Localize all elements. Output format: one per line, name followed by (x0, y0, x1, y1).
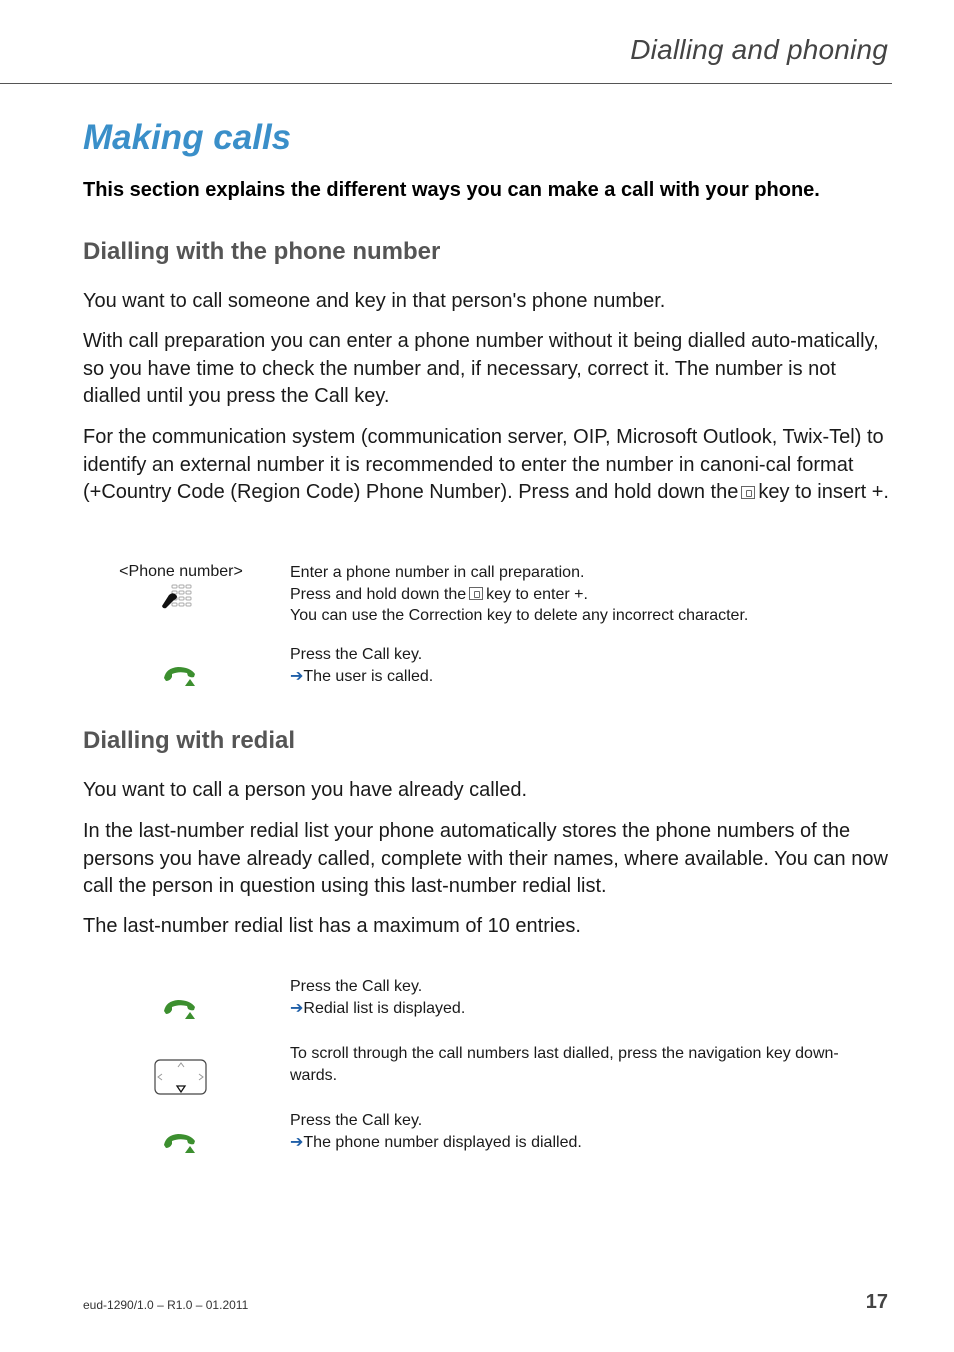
step-result (290, 1132, 890, 1154)
step-description (290, 1110, 890, 1153)
lead-paragraph: This section explains the different ways you can make a call with your phone. (83, 179, 820, 201)
paragraph: The last-number redial list has a maximum of 10 entries. (83, 915, 581, 937)
result-text: The user is called. (303, 667, 434, 685)
step-line: You can use the Correction key to delete any incorrect character. (290, 607, 749, 624)
paragraph (83, 424, 889, 507)
result-arrow-icon: ➔ (290, 999, 304, 1017)
result-text: Redial list is displayed. (303, 999, 466, 1017)
step-line: To scroll through the call numbers last dialled, press the navigation key down-wards. (290, 1045, 839, 1084)
paragraph: With call preparation you can enter a phone number without it being dialled auto-matically, so you have time to check the number and, if necessary, correct it. The number is not dialled until you press the Call key. (83, 330, 879, 407)
step-line: Press the Call key. (290, 1112, 423, 1129)
paragraph-text: key to insert +. (758, 481, 889, 503)
step-label: <Phone number> (119, 563, 243, 580)
step-description (290, 562, 890, 627)
section-title-dialling-redial: Dialling with redial (83, 727, 296, 754)
header-rule (0, 83, 892, 84)
step-description (290, 644, 890, 687)
page-number: 17 (865, 1291, 888, 1313)
step-line-text: Press and hold down the (290, 585, 467, 603)
call-key-icon (162, 1129, 198, 1160)
step-result (290, 998, 890, 1020)
step-line-text: key to enter +. (486, 585, 588, 603)
step-description (290, 1043, 880, 1086)
result-arrow-icon: ➔ (290, 1133, 304, 1151)
running-head: Dialling and phoning (630, 34, 888, 65)
result-arrow-icon: ➔ (290, 667, 304, 685)
step-result (290, 666, 890, 688)
step-line: Enter a phone number in call preparation. (290, 564, 585, 581)
document-id: eud-1290/1.0 – R1.0 – 01.2011 (83, 1298, 249, 1312)
navigation-key-down-icon (154, 1059, 208, 1101)
step-description (290, 976, 890, 1019)
zero-key-icon (469, 587, 483, 600)
keypad-icon (160, 584, 194, 615)
call-key-icon (162, 995, 198, 1026)
paragraph-text: For the communication system (communication server, OIP, Microsoft Outlook, Twix-Tel) to identify an external number it is recommended to enter the number in canoni-cal format (+Country Code (Region Code) Phone Number). Press and hold down the (83, 426, 884, 503)
result-text: The phone number displayed is dialled. (303, 1133, 582, 1151)
section-title-dialling-phone-number: Dialling with the phone number (83, 238, 441, 265)
step-line: Press the Call key. (290, 646, 423, 663)
zero-key-icon (741, 486, 755, 499)
step-line: Press the Call key. (290, 978, 423, 995)
step-line (290, 584, 890, 606)
paragraph: You want to call a person you have already called. (83, 779, 527, 801)
paragraph: In the last-number redial list your phone automatically stores the phone numbers of the persons you have already called, complete with their names, where available. You can now call the person in question using this last-number redial list. (83, 820, 888, 897)
call-key-icon (162, 662, 198, 693)
paragraph: You want to call someone and key in that person's phone number. (83, 290, 666, 312)
page-title: Making calls (83, 118, 292, 157)
